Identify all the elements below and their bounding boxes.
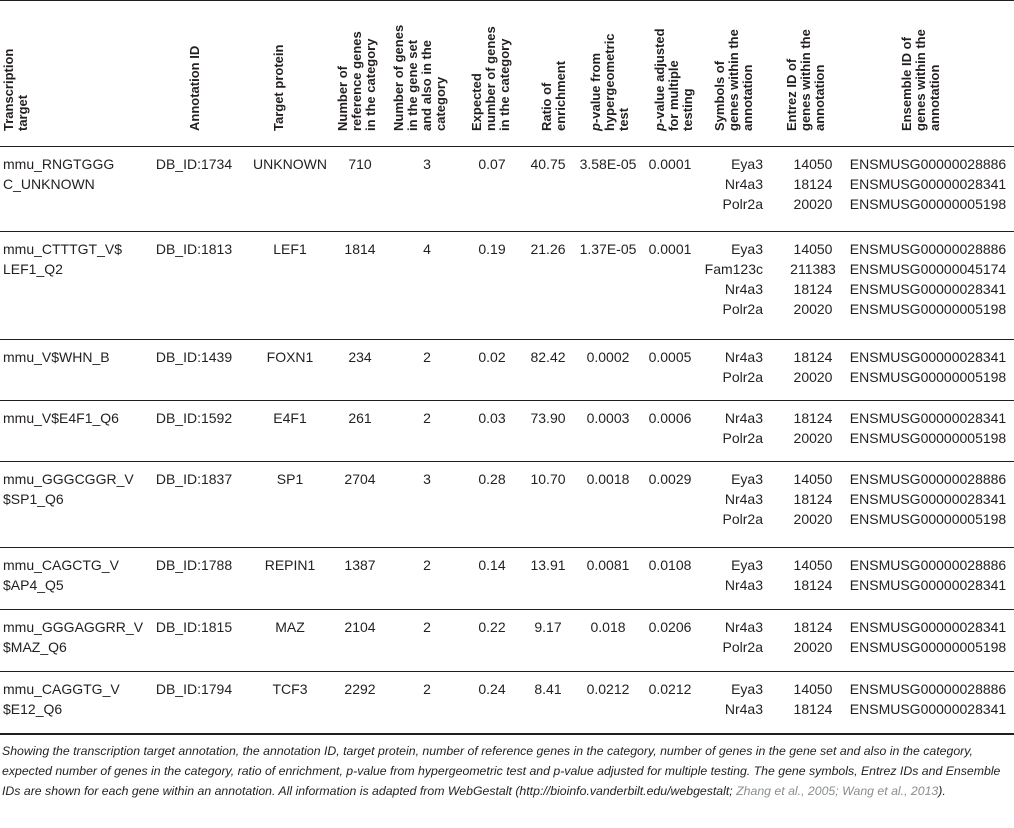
cell-padj: 0.0206 — [648, 619, 692, 635]
row-divider — [0, 547, 1014, 548]
cell-line: Nr4a3 — [724, 577, 763, 593]
cell-padj: 0.0001 — [648, 156, 692, 172]
cell-protein: FOXN1 — [266, 349, 314, 365]
table-caption — [2, 741, 1012, 801]
cell-genes-in-set: 2 — [423, 349, 431, 365]
cell-ref-genes: 2292 — [344, 681, 376, 697]
cell-ratio: 8.41 — [534, 681, 562, 697]
cell-symbols — [705, 239, 763, 319]
cell-line: mmu_CAGCTG_V — [3, 557, 119, 573]
cell-line: ENSMUSG00000028341 — [849, 619, 1007, 635]
header-line: in the gene set — [405, 39, 420, 131]
cell-line: Nr4a3 — [724, 281, 763, 297]
cell-line: 20020 — [793, 196, 833, 212]
cell-line: 14050 — [793, 557, 833, 573]
cell-line: 18124 — [793, 619, 833, 635]
cell-line: 14050 — [793, 156, 833, 172]
header-line: enrichment — [553, 60, 568, 131]
header-line: Number of — [335, 66, 350, 131]
cell-annotation-id: DB_ID:1788 — [155, 557, 233, 573]
header-line: in the category — [363, 38, 378, 131]
cell-ensemble — [850, 679, 1006, 719]
cell-ratio: 82.42 — [530, 349, 566, 365]
cell-expected: 0.22 — [478, 619, 506, 635]
cell-line: Polr2a — [722, 639, 763, 655]
cell-symbols — [723, 154, 763, 214]
cell-pvalue: 0.0081 — [586, 557, 630, 573]
cell-line: 18124 — [793, 577, 833, 593]
cell-pvalue: 0.0003 — [586, 410, 630, 426]
header-line: Number of genes — [391, 24, 406, 131]
cell-expected: 0.02 — [478, 349, 506, 365]
cell-annotation-id: DB_ID:1592 — [155, 410, 233, 426]
header-line: and also in the — [419, 39, 434, 131]
cell-line: Nr4a3 — [724, 619, 763, 635]
cell-line: ENSMUSG00000028886 — [849, 471, 1007, 487]
header-line: Symbols of — [712, 60, 727, 131]
header-ratio — [540, 61, 568, 131]
cell-expected: 0.19 — [478, 241, 506, 257]
cell-ref-genes: 234 — [348, 349, 372, 365]
cell-line: 14050 — [793, 681, 833, 697]
cell-entrez — [794, 679, 833, 719]
cell-pvalue: 1.37E-05 — [579, 241, 637, 257]
cell-line: 20020 — [793, 369, 833, 385]
cell-line: Eya3 — [731, 681, 763, 697]
cell-annotation-id: DB_ID:1794 — [155, 681, 233, 697]
cell-line: Nr4a3 — [724, 176, 763, 192]
cell-target — [3, 408, 119, 428]
cell-ensemble — [850, 408, 1006, 448]
cell-line: mmu_GGGCGGR_V — [3, 471, 134, 487]
cell-entrez — [790, 239, 836, 319]
cell-line: ENSMUSG00000005198 — [849, 511, 1007, 527]
cell-genes-in-set: 2 — [423, 681, 431, 697]
cell-line: ENSMUSG00000028341 — [849, 491, 1007, 507]
cell-line: 14050 — [793, 471, 833, 487]
header-expected — [470, 26, 512, 131]
header-ref-genes — [336, 31, 378, 131]
header-line: genes within the — [726, 29, 741, 131]
header-line: p-value adjusted — [652, 28, 667, 131]
cell-line: 18124 — [793, 410, 833, 426]
header-line: Ratio of — [539, 82, 554, 131]
header-annotation-id — [188, 46, 202, 131]
cell-protein: TCF3 — [272, 681, 308, 697]
cell-line: $SP1_Q6 — [3, 491, 64, 507]
header-line: Annotation ID — [187, 45, 202, 131]
cell-target — [3, 469, 134, 509]
header-line: p-value from — [588, 52, 603, 131]
cell-ensemble — [850, 469, 1006, 529]
row-divider — [0, 609, 1014, 610]
cell-line: 20020 — [793, 639, 833, 655]
cell-ensemble — [850, 347, 1006, 387]
cell-line: Eya3 — [731, 557, 763, 573]
cell-line: C_UNKNOWN — [3, 176, 95, 192]
cell-line: ENSMUSG00000005198 — [849, 301, 1007, 317]
cell-annotation-id: DB_ID:1813 — [155, 241, 233, 257]
header-symbols — [713, 29, 755, 131]
cell-ratio: 10.70 — [530, 471, 566, 487]
cell-line: 18124 — [793, 491, 833, 507]
cell-pvalue: 0.0002 — [586, 349, 630, 365]
cell-annotation-id: DB_ID:1734 — [155, 156, 233, 172]
cell-protein: LEF1 — [273, 241, 307, 257]
cell-ref-genes: 1387 — [344, 557, 376, 573]
cell-line: ENSMUSG00000028886 — [849, 557, 1007, 573]
cell-line: ENSMUSG00000005198 — [849, 196, 1007, 212]
cell-ratio: 13.91 — [530, 557, 566, 573]
header-protein — [272, 45, 286, 131]
cell-expected: 0.24 — [478, 681, 506, 697]
cell-ref-genes: 1814 — [344, 241, 376, 257]
cell-line: ENSMUSG00000028341 — [849, 349, 1007, 365]
cell-target — [3, 347, 110, 367]
cell-symbols — [723, 408, 763, 448]
caption-citations[interactable]: Zhang et al., 2005; Wang et al., 2013 — [736, 784, 939, 798]
table-top-rule — [0, 0, 1014, 1]
header-line: number of genes — [483, 26, 498, 131]
header-line: genes within the — [798, 29, 813, 131]
cell-line: mmu_RNGTGGG — [3, 156, 115, 172]
cell-line: ENSMUSG00000028341 — [849, 281, 1007, 297]
cell-ratio: 9.17 — [534, 619, 562, 635]
cell-line: 18124 — [793, 349, 833, 365]
cell-pvalue: 0.018 — [590, 619, 626, 635]
header-line: genes within the — [913, 29, 928, 131]
table-bottom-rule — [0, 733, 1014, 735]
cell-ratio: 40.75 — [530, 156, 566, 172]
cell-target — [3, 617, 143, 657]
cell-pvalue: 0.0212 — [586, 681, 630, 697]
cell-line: mmu_CAGGTG_V — [3, 681, 120, 697]
cell-padj: 0.0108 — [648, 557, 692, 573]
header-line: testing — [680, 88, 695, 131]
cell-genes-in-set: 2 — [423, 557, 431, 573]
cell-ratio: 21.26 — [530, 241, 566, 257]
header-line: hypergeometric — [602, 33, 617, 131]
header-padj — [653, 28, 695, 131]
header-pvalue — [589, 33, 631, 131]
cell-target — [3, 679, 120, 719]
cell-symbols — [723, 469, 763, 529]
cell-annotation-id: DB_ID:1815 — [155, 619, 233, 635]
cell-line: 14050 — [793, 241, 833, 257]
cell-line: ENSMUSG00000005198 — [849, 430, 1007, 446]
cell-pvalue: 0.0018 — [586, 471, 630, 487]
header-line: test — [616, 107, 631, 131]
cell-line: Fam123c — [704, 261, 763, 277]
cell-protein: UNKNOWN — [253, 156, 327, 172]
header-line: category — [433, 76, 448, 131]
cell-genes-in-set: 2 — [423, 410, 431, 426]
cell-entrez — [794, 154, 833, 214]
cell-line: 211383 — [790, 261, 836, 277]
cell-line: Nr4a3 — [724, 349, 763, 365]
cell-line: Nr4a3 — [724, 491, 763, 507]
cell-genes-in-set: 2 — [423, 619, 431, 635]
cell-padj: 0.0029 — [648, 471, 692, 487]
cell-line: ENSMUSG00000028341 — [849, 176, 1007, 192]
row-divider — [0, 231, 1014, 232]
caption-text: Showing the transcription target annotation, the annotation ID, target protein, number of reference genes in the category, number of genes in the gene set and also in the category, expected number of genes in the category, ratio of enrichment, p-value from hypergeometric test and p-value adjusted for multiple testing. The gene symbols, Entrez IDs and Ensemble IDs are shown for each gene within an annotation. All information is adapted from WebGestalt (http://bioinfo.vanderbilt.edu/webgestalt; — [2, 744, 1001, 798]
cell-line: $MAZ_Q6 — [3, 639, 67, 655]
cell-line: Polr2a — [722, 369, 763, 385]
cell-line: Eya3 — [731, 156, 763, 172]
cell-line: Eya3 — [731, 241, 763, 257]
header-line: target — [15, 94, 30, 131]
header-genes-in-set — [392, 25, 448, 131]
cell-protein: E4F1 — [273, 410, 307, 426]
cell-genes-in-set: 4 — [423, 241, 431, 257]
cell-protein: SP1 — [276, 471, 304, 487]
cell-padj: 0.0212 — [648, 681, 692, 697]
cell-expected: 0.28 — [478, 471, 506, 487]
header-line: annotation — [740, 64, 755, 131]
row-divider — [0, 671, 1014, 672]
cell-symbols — [723, 347, 763, 387]
header-entrez — [785, 29, 827, 131]
cell-line: 18124 — [793, 281, 833, 297]
cell-entrez — [794, 347, 833, 387]
cell-target — [3, 154, 114, 194]
cell-ref-genes: 2704 — [344, 471, 376, 487]
cell-target — [3, 555, 119, 595]
header-target — [2, 49, 30, 131]
cell-pvalue: 3.58E-05 — [579, 156, 637, 172]
cell-line: 20020 — [793, 430, 833, 446]
cell-padj: 0.0001 — [648, 241, 692, 257]
header-line: annotation — [927, 64, 942, 131]
cell-line: 20020 — [793, 301, 833, 317]
cell-line: 20020 — [793, 511, 833, 527]
cell-symbols — [725, 555, 763, 595]
header-line: reference genes — [349, 31, 364, 131]
cell-line: ENSMUSG00000005198 — [849, 369, 1007, 385]
cell-ensemble — [850, 617, 1006, 657]
cell-line: LEF1_Q2 — [3, 261, 63, 277]
header-rule — [0, 146, 1014, 147]
cell-line: ENSMUSG00000028341 — [849, 701, 1007, 717]
cell-padj: 0.0006 — [648, 410, 692, 426]
cell-line: Polr2a — [722, 511, 763, 527]
cell-line: Nr4a3 — [724, 701, 763, 717]
cell-expected: 0.14 — [478, 557, 506, 573]
cell-line: $AP4_Q5 — [3, 577, 64, 593]
cell-protein: REPIN1 — [264, 557, 316, 573]
cell-protein: MAZ — [275, 619, 305, 635]
cell-line: ENSMUSG00000028341 — [849, 410, 1007, 426]
cell-entrez — [794, 408, 833, 448]
cell-padj: 0.0005 — [648, 349, 692, 365]
cell-ref-genes: 710 — [348, 156, 372, 172]
cell-line: ENSMUSG00000028886 — [849, 156, 1007, 172]
cell-expected: 0.03 — [478, 410, 506, 426]
cell-genes-in-set: 3 — [423, 471, 431, 487]
cell-line: ENSMUSG00000028886 — [849, 241, 1007, 257]
cell-line: ENSMUSG00000005198 — [849, 639, 1007, 655]
cell-genes-in-set: 3 — [423, 156, 431, 172]
cell-line: 18124 — [793, 176, 833, 192]
cell-line: Polr2a — [722, 301, 763, 317]
cell-entrez — [794, 555, 833, 595]
cell-line: ENSMUSG00000028886 — [849, 681, 1007, 697]
cell-ensemble — [850, 239, 1006, 319]
row-divider — [0, 339, 1014, 340]
cell-line: ENSMUSG00000045174 — [849, 261, 1007, 277]
cell-entrez — [794, 469, 833, 529]
cell-line: mmu_CTTTGT_V$ — [3, 241, 123, 257]
cell-expected: 0.07 — [478, 156, 506, 172]
row-divider — [0, 400, 1014, 401]
cell-ensemble — [850, 555, 1006, 595]
cell-ensemble — [850, 154, 1006, 214]
row-divider — [0, 461, 1014, 462]
header-ensemble — [900, 29, 942, 131]
cell-symbols — [725, 679, 763, 719]
header-line: Ensemble ID of — [899, 37, 914, 131]
caption-end: ). — [938, 784, 946, 798]
cell-line: Nr4a3 — [724, 410, 763, 426]
cell-symbols — [723, 617, 763, 657]
header-line: Expected — [469, 73, 484, 131]
cell-line: 18124 — [793, 701, 833, 717]
cell-line: Eya3 — [731, 471, 763, 487]
cell-line: mmu_GGGAGGRR_V — [3, 619, 144, 635]
cell-line: Polr2a — [722, 196, 763, 212]
cell-entrez — [794, 617, 833, 657]
cell-annotation-id: DB_ID:1837 — [155, 471, 233, 487]
header-line: Target protein — [271, 44, 286, 131]
cell-line: Polr2a — [722, 430, 763, 446]
cell-line: ENSMUSG00000028341 — [849, 577, 1007, 593]
header-line: annotation — [812, 64, 827, 131]
cell-ref-genes: 261 — [348, 410, 372, 426]
cell-ref-genes: 2104 — [344, 619, 376, 635]
header-line: Transcription — [1, 48, 16, 131]
cell-target — [3, 239, 122, 279]
header-line: in the category — [497, 38, 512, 131]
header-line: Entrez ID of — [784, 58, 799, 131]
cell-line: mmu_V$WHN_B — [3, 349, 110, 365]
header-line: for multiple — [666, 60, 681, 131]
cell-line: mmu_V$E4F1_Q6 — [3, 410, 119, 426]
cell-annotation-id: DB_ID:1439 — [155, 349, 233, 365]
cell-line: $E12_Q6 — [3, 701, 63, 717]
cell-ratio: 73.90 — [530, 410, 566, 426]
